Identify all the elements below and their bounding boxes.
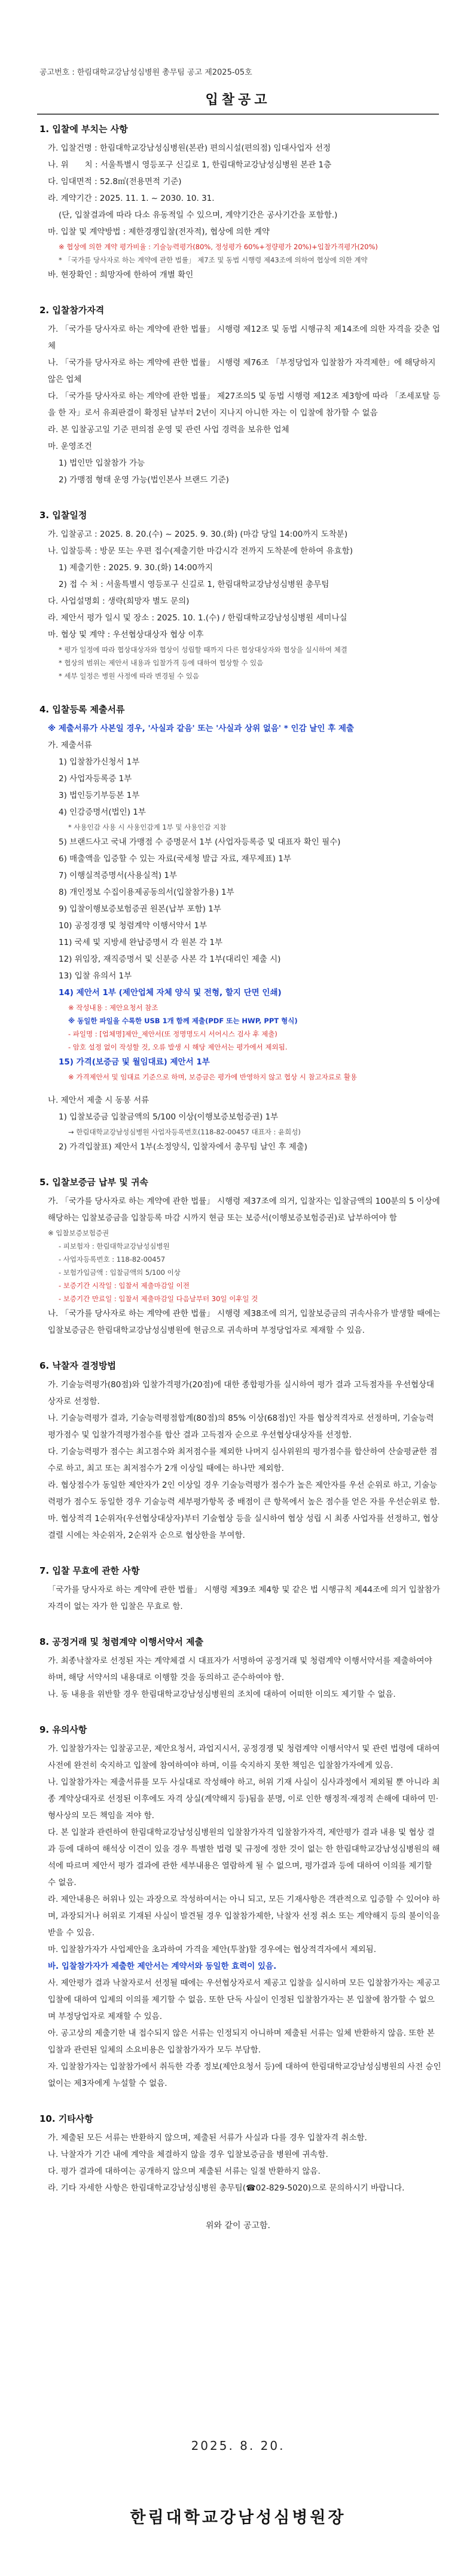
notice-line: 라. 제안내용은 허위나 있는 과장으로 작성하여서는 아니 되고, 모든 기재사항은 객관적으로 입증할 수 있어야 하며, 과장되거나 허위로 기재된 사실이 발견될 경우 입찰참가제한, 낙찰자 선정 취소 또는 계약해지 등의 불이익을 받을 수 있음. — [48, 1895, 440, 1938]
notice-line: 나. 낙찰자가 기간 내에 계약을 체결하지 않을 경우 입찰보증금을 병원에 귀속함. — [48, 2150, 328, 2159]
notice-line: 나. 입찰등록 : 방문 또는 우편 접수(제출기한 마감시각 전까지 도착분에 한하여 유효함) — [48, 546, 353, 556]
notice-line: - 사업자등록번호 : 118-82-00457 — [59, 1255, 166, 1263]
notice-line: 다. 평가 결과에 대하여는 공개하지 않으며 제출된 서류는 일절 반환하지 않음. — [48, 2167, 321, 2176]
notice-line: 마. 협상적격 1순위자(우선협상대상자)부터 기술협상 등을 실시하여 협상 성립 시 최종 사업자를 선정하고, 협상 결렬 시에는 차순위자, 2순위자 순으로 협상한을 부여함. — [48, 1514, 439, 1540]
notice-line: - 보증기간 만료일 : 입찰서 제출마감일 다음날부터 30일 이후일 것 — [59, 1295, 258, 1303]
section-spacer — [39, 283, 441, 304]
section-title: 8. 공정거래 및 청렴계약 이행서약서 제출 — [39, 1636, 204, 1647]
notice-line: 다. 「국가를 당사자로 하는 계약에 관한 법률」 제27조의5 및 동법 시행령 제12조 제3항에 따라 「조세포탈 등을 한 자」로서 유죄판결이 확정된 날부터 2년이 지나지 아니한 자는 이 입찰에 참가할 수 없음 — [48, 391, 441, 418]
section-title: 10. 기타사항 — [39, 2113, 93, 2124]
notice-body — [39, 123, 441, 2217]
notice-line: - 보증기간 시작일 : 입찰서 제출마감일 이전 — [59, 1281, 190, 1290]
notice-line: 1) 입찰보증금 입찰금액의 5/100 이상(이행보증보험증권) 1부 — [59, 1112, 279, 1122]
notice-line: ※ 가격제안서 및 임대료 기준으로 하며, 보증금은 평가에 반영하지 않고 협상 시 참고자료로 활용 — [68, 1073, 357, 1081]
notice-line: 자. 입찰참가자는 입찰참가에서 취득한 각종 정보(제안요청서 등)에 대하여 한림대학교강남성심병원의 사전 승인 없이는 제3자에게 누설할 수 없음. — [48, 2062, 441, 2088]
notice-line: * 「국가를 당사자로 하는 계약에 관한 법률」 제7조 및 동법 시행령 제43조에 의하여 협상에 의한 계약 — [59, 256, 368, 264]
notice-line: 「국가를 당사자로 하는 계약에 관한 법률」 시행령 제39조 제4항 및 같은 법 시행규칙 제44조에 의거 입찰참가자격이 없는 자가 한 입찰은 무효로 함. — [48, 1585, 440, 1611]
signer-name: 한림대학교강남성심병원장 — [130, 2508, 346, 2527]
notice-line: 나. 위 치 : 서울특별시 영등포구 신길로 1, 한림대학교강남성심병원 본관 1층 — [48, 160, 332, 170]
section-6 — [39, 1359, 441, 1564]
notice-line: 사. 제안평가 결과 낙찰자로서 선정될 때에는 우선협상자로서 제공고 입찰을 실시하며 모든 입찰참가자는 제공고 입찰에 대하여 입제의 이의를 제기할 수 없음. 또한 단독 사실이 인정된 입찰참가자는 본 입찰에 참가할 수 없으며 부정당업자로 제재할 수 있음. — [48, 1978, 440, 2021]
section-3 — [39, 509, 441, 703]
notice-line: 가. 제출서류 — [48, 741, 92, 750]
notice-line: 가. 제출된 모든 서류는 반환하지 않으며, 제출된 서류가 사실과 다를 경우 입찰자격 취소함. — [48, 2133, 367, 2143]
section-9 — [39, 1723, 441, 2112]
section-5 — [39, 1176, 441, 1359]
notice-line: - 피보험자 : 한림대학교강남성심병원 — [59, 1242, 170, 1250]
notice-line: 1) 제출기한 : 2025. 9. 30.(화) 14:00까지 — [59, 563, 213, 573]
notice-date: 2025. 8. 20. — [191, 2439, 285, 2453]
notice-line: 1) 법인만 입찰참가 가능 — [59, 458, 145, 468]
notice-line: ※ 동일한 파일을 수록한 USB 1개 함께 제출(PDF 또는 HWP, PPT 형식) — [68, 1017, 298, 1025]
notice-line: * 평가 일정에 따라 협상대상자와 협상이 성립할 때까지 다른 협상대상자와 협상을 실시하여 체결 — [59, 645, 347, 654]
notice-line — [39, 1084, 441, 1092]
notice-line: 마. 입찰참가자가 사업제안을 초과하여 가격을 제안(투찰)할 경우에는 협상적격자에서 제외됨. — [48, 1945, 377, 1954]
notice-line: 8) 개인정보 수집이용제공동의서(입찰참가용) 1부 — [59, 888, 234, 897]
section-spacer — [39, 488, 441, 509]
section-title: 6. 낙찰자 결정방법 — [39, 1360, 117, 1371]
notice-line: 가. 최종낙찰자로 선정된 자는 계약체결 시 대표자가 서명하여 공정거래 및 청렴계약 이행서약서를 제출하여야 하며, 해당 서약서의 내용대로 이행할 것을 동의하고 준수하여야 함. — [48, 1656, 432, 1682]
notice-line: ※ 제출서류가 사본일 경우, '사실과 같음' 또는 '사실과 상위 없음' * 인감 날인 후 제출 — [48, 724, 354, 733]
notice-line: 7) 이행실적증명서(사용실적) 1부 — [59, 871, 178, 880]
section-spacer — [39, 2196, 441, 2217]
notice-line: 다. 사업설명회 : 생략(희망자 별도 문의) — [48, 596, 190, 606]
notice-line: 라. 협상점수가 동일한 제안자가 2인 이상일 경우 기술능력평가 점수가 높은 제안자를 우선 순위로 하고, 기술능력평가 점수도 동일한 경우 기술능력 세부평가항목 중 배점이 큰 항목에서 높은 점수를 얻은 자를 우선순위로 함. — [48, 1480, 440, 1507]
section-10 — [39, 2112, 441, 2217]
section-title: 5. 입찰보증금 납부 및 귀속 — [39, 1177, 148, 1188]
title-divider — [37, 114, 439, 115]
section-7 — [39, 1564, 441, 1635]
section-4 — [39, 703, 441, 1176]
notice-line: 10) 공정경쟁 및 청렴계약 이행서약서 1부 — [59, 921, 208, 931]
notice-line: 가. 입찰공고 : 2025. 8. 20.(수) ~ 2025. 9. 30.(화) (마감 당일 14:00까지 도착분) — [48, 530, 348, 539]
notice-line: 나. 「국가를 당사자로 하는 계약에 관한 법률」 시행령 제38조에 의거, 입찰보증금의 귀속사유가 발생할 때에는 입찰보증금은 한림대학교강남성심병원에 현금으로 귀속하며 부정당업자로 제재할 수 있음. — [48, 1309, 441, 1335]
notice-line: 라. 제안서 평가 일시 및 장소 : 2025. 10. 1.(수) / 한림대학교강남성심병원 세미나실 — [48, 613, 347, 623]
notice-line: ※ 입찰보증보험증권 — [48, 1229, 109, 1237]
notice-line: * 사용인감 사용 시 사용인감계 1부 및 사용인감 지참 — [68, 823, 227, 831]
section-title: 4. 입찰등록 제출서류 — [39, 704, 125, 715]
closing-text: 위와 같이 공고함. — [205, 2221, 271, 2231]
section-spacer — [39, 1544, 441, 1564]
notice-line: ※ 작성내용 : 제안요청서 참조 — [68, 1004, 158, 1012]
notice-line: * 세부 일정은 병원 사정에 따라 변경될 수 있음 — [59, 672, 199, 680]
notice-line: * 협상의 범위는 제안서 내용과 입찰가격 등에 대하여 협상할 수 있음 — [59, 659, 264, 667]
notice-line: 2) 접 수 처 : 서울특별시 영등포구 신길로 1, 한림대학교강남성심병원 총무팀 — [59, 580, 329, 589]
notice-line: → 한림대학교강남성심병원 사업자등록번호(118-82-00457 대표자 : 윤희성) — [68, 1128, 301, 1136]
notice-line: 아. 공고상의 제출기한 내 접수되지 않은 서류는 인정되지 아니하며 제출된 서류는 일체 반환하지 않음. 또한 본 입찰과 관련된 일체의 소요비용은 입찰참가자가 모두 부담함. — [48, 2029, 435, 2055]
notice-line: 나. 동 내용을 위반할 경우 한림대학교강남성심병원의 조치에 대하여 어떠한 이의도 제기할 수 없음. — [48, 1690, 396, 1699]
notice-line: 다. 기술능력평가 점수는 최고점수와 최저점수를 제외한 나머지 심사위원의 평가점수를 합산하여 산술평균한 점수로 하고, 최고 또는 최저점수가 2개 이상일 때에는 하나만 제외함. — [48, 1447, 438, 1473]
notice-line: 다. 본 입찰과 관련하여 한림대학교강남성심병원의 입찰참가자격 입찰참가자격, 제안평가 결과 내용 및 협상 결과 등에 대하여 해석상 이견이 있을 경우 특별한 법령 및 규정에 정한 것이 없는 한 한림대학교강남성심병원의 해석에 따르며 제안서 평가 결과에 관한 세부내용은 열람하게 될 수 없으며, 평가결과 등에 대하여 이의를 제기할 수 없음. — [48, 1828, 440, 1887]
notice-line: 가. 기술능력평가(80점)와 입찰가격평가(20점)에 대한 종합평가를 실시하여 평가 결과 고득점자를 우선협상대상자로 선정함. — [48, 1380, 435, 1406]
notice-line: 4) 인감증명서(법인) 1부 — [59, 807, 146, 817]
section-spacer — [39, 1703, 441, 1723]
notice-line: 가. 「국가를 당사자로 하는 계약에 관한 법률」 시행령 제37조에 의거, 입찰자는 입찰금액의 100분의 5 이상에 해당하는 입찰보증금을 입찰등록 마감 시까지 현금 또는 보증서(이행보증보험증권)로 납부하여야 함 — [48, 1197, 440, 1223]
notice-line: 2) 가맹점 형태 운영 가능(법인본사 브랜드 기준) — [59, 475, 229, 485]
notice-line: 6) 매출액을 입증할 수 있는 자료(국세청 발급 자료, 재무제표) 1부 — [59, 854, 291, 864]
notice-line: 12) 위임장, 재직증명서 및 신분증 사본 각 1부(대리인 제출 시) — [59, 954, 281, 964]
section-spacer — [39, 1155, 441, 1176]
section-1 — [39, 123, 441, 304]
notice-line: ※ 협상에 의한 계약 평가비율 : 기술능력평가(80%, 정성평가 60%+정량평가 20%)+입찰가격평가(20%) — [59, 243, 378, 251]
section-spacer — [39, 1615, 441, 1635]
notice-line: 14) 제안서 1부 (제안업체 자체 양식 및 전형, 할지 단면 인쇄) — [59, 988, 282, 998]
notice-line: 가. 입찰건명 : 한림대학교강남성심병원(본관) 편의시설(편의점) 임대사업자 선정 — [48, 143, 331, 153]
notice-line: - 파일명 : [업체명]제안_제안서(또 정명명도시 서어시스 검사 후 제출) — [68, 1030, 277, 1038]
notice-line: 바. 현장확인 : 희망자에 한하여 개별 확인 — [48, 270, 194, 280]
notice-line: 마. 운영조건 — [48, 442, 92, 451]
section-spacer — [39, 1339, 441, 1359]
section-title: 2. 입찰참가자격 — [39, 305, 105, 316]
notice-line: 나. 기술능력평가 결과, 기술능력평점합계(80점)의 85% 이상(68점)인 자를 협상적격자로 선정하며, 기술능력평가점수 및 입찰가격평가점수를 합산 결과 고득점자 순으로 우선협상대상자를 선정함. — [48, 1414, 434, 1440]
notice-line: 가. 입찰참가자는 입찰공고문, 제안요청서, 과업지시서, 공정경쟁 및 청렴계약 이행서약서 및 관련 법령에 대하여 사전에 완전히 숙지하고 입찰에 참여하여야 하며, 이를 숙지하지 못한 책임은 입찰참가자에게 있음. — [48, 1744, 440, 1770]
notice-number: 공고번호 : 한림대학교강남성심병원 총무팀 공고 제2025-05호 — [39, 68, 252, 77]
notice-line: 라. 기타 자세한 사항은 한림대학교강남성심병원 총무팀(☎02-829-5020)으로 문의하시기 바랍니다. — [48, 2183, 405, 2193]
notice-line: 다. 임대면적 : 52.8㎡(전용면적 기준) — [48, 177, 182, 186]
notice-line: 나. 「국가를 당사자로 하는 계약에 관한 법률」 시행령 제76조 「부정당업자 입찰참가 자격제한」에 해당하지 않은 업체 — [48, 358, 436, 384]
notice-line: 5) 브랜드사고 국내 가맹점 수 증명문서 1부 (사업자등록증 및 대표자 확인 필수) — [59, 837, 341, 847]
notice-line: - 보험가입금액 : 입찰금액의 5/100 이상 — [59, 1268, 181, 1277]
section-spacer — [39, 2092, 441, 2112]
notice-line: - 암호 설정 없이 작성할 것, 오류 발생 시 해당 제안서는 평가에서 제외됨. — [68, 1043, 288, 1051]
notice-line: 15) 가격(보증금 및 월임대료) 제안서 1부 — [59, 1057, 210, 1067]
notice-line: 3) 법인등기부등본 1부 — [59, 791, 140, 800]
notice-line: 마. 입찰 및 계약방법 : 제한경쟁입찰(전자적), 협상에 의한 계약 — [48, 227, 270, 237]
notice-line: 라. 계약기간 : 2025. 11. 1. ~ 2030. 10. 31. — [48, 194, 215, 203]
notice-line: 마. 협상 및 계약 : 우선협상대상자 협상 이후 — [48, 630, 204, 640]
section-spacer — [39, 683, 441, 703]
notice-line: 바. 입찰참가자가 제출한 제안서는 계약서와 동일한 효력이 있음. — [48, 1962, 277, 1971]
notice-line: 나. 제안서 제출 시 동봉 서류 — [48, 1096, 149, 1105]
section-8 — [39, 1635, 441, 1723]
section-title: 3. 입찰일정 — [39, 510, 87, 521]
notice-line: 13) 입찰 유의서 1부 — [59, 971, 132, 981]
notice-line: 2) 사업자등록증 1부 — [59, 774, 132, 784]
page-title: 입찰공고 — [205, 93, 271, 108]
notice-line: 나. 입찰참가자는 제출서류를 모두 사실대로 작성해야 하고, 허위 기재 사실이 심사과정에서 제외될 뿐 아니라 최종 계약상대자로 선정된 이후에도 자격 상실(계약해지 등)됨을 분명, 이로 인한 행정적·재정적 손해에 대하여 민·형사상의 모든 책임을 져야 함. — [48, 1777, 440, 1821]
notice-line: 1) 입찰참가신청서 1부 — [59, 757, 140, 767]
notice-line: 2) 가격입찰표) 제안서 1부(소정양식, 입찰자에서 총무팀 날인 후 제출) — [59, 1142, 307, 1152]
section-2 — [39, 304, 441, 509]
notice-line: 라. 본 입찰공고일 기준 편의점 운영 및 관련 사업 경력을 보유한 업체 — [48, 425, 289, 435]
section-title: 9. 유의사항 — [39, 1724, 87, 1735]
notice-line: 11) 국세 및 지방세 완납증명서 각 원본 각 1부 — [59, 938, 223, 947]
notice-line: 가. 「국가를 당사자로 하는 계약에 관한 법률」 시행령 제12조 및 동법 시행규칙 제14조에 의한 자격을 갖춘 업체 — [48, 325, 440, 351]
notice-line: (단, 입찰결과에 따라 다소 유동적일 수 있으며, 계약기간은 공사기간을 포함함.) — [59, 210, 338, 220]
section-title: 7. 입찰 무효에 관한 사항 — [39, 1565, 140, 1576]
section-title: 1. 입찰에 부치는 사항 — [39, 124, 128, 134]
notice-line: 9) 입찰이행보증보험증권 원본(납부 포함) 1부 — [59, 904, 221, 914]
